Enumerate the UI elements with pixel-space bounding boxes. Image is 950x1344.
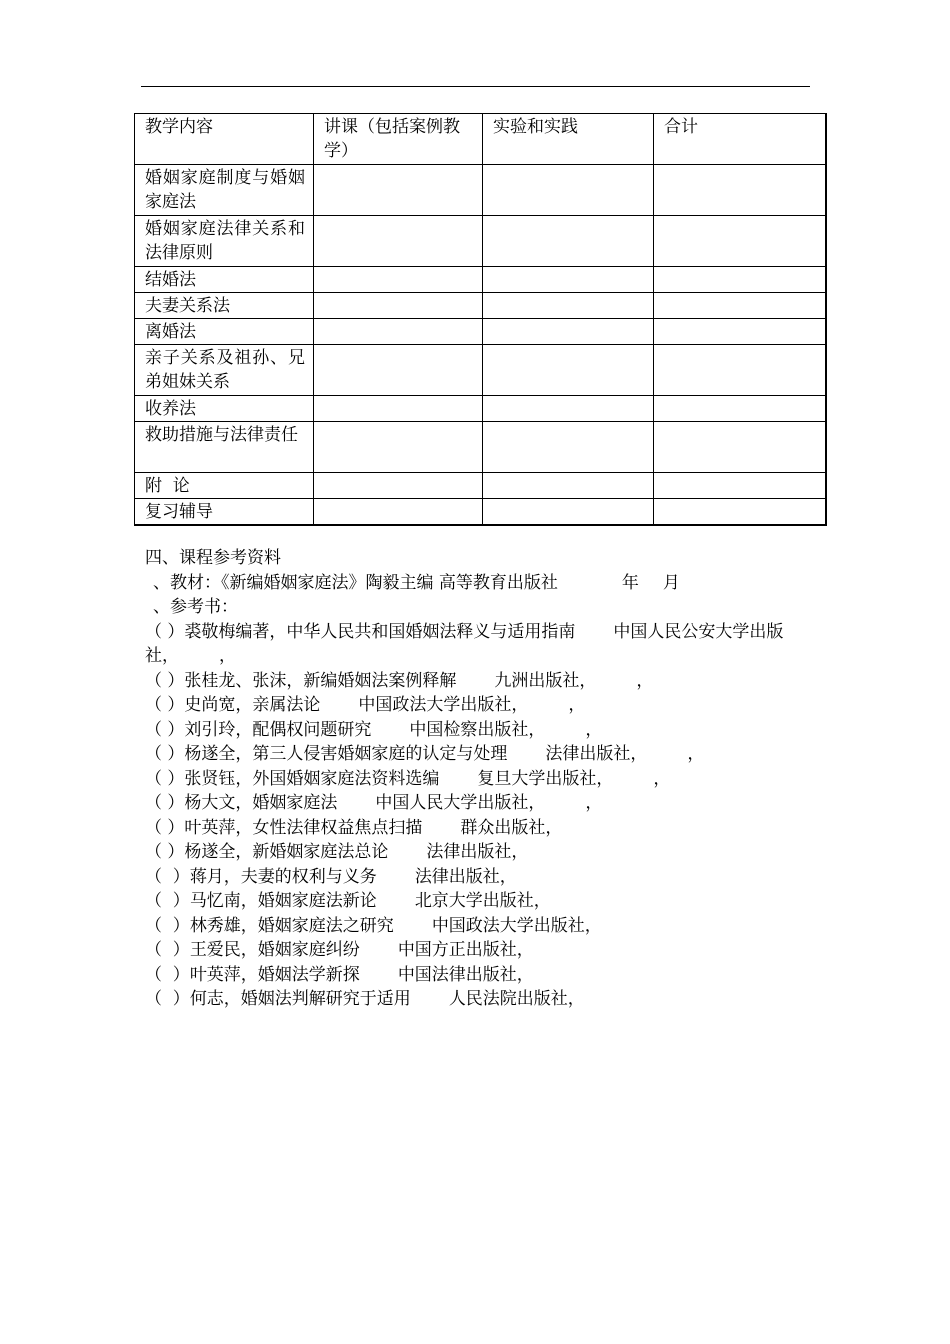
table-row xyxy=(135,165,827,216)
table-row xyxy=(135,499,827,526)
book-number-mark: （ ） xyxy=(145,964,190,985)
book-publisher: 复旦大学出版社， xyxy=(477,768,614,789)
table-row xyxy=(135,396,827,422)
row-total-cell xyxy=(654,293,827,319)
reference-book-item xyxy=(145,840,815,865)
book-number-mark: （ ） xyxy=(145,940,190,960)
book-title: 马忆南，婚姻家庭法新论 xyxy=(189,891,377,911)
row-practice-cell xyxy=(483,216,654,267)
row-topic: 婚姻家庭制度与婚姻家庭法 xyxy=(135,165,314,216)
row-total-cell xyxy=(654,345,827,396)
row-practice-cell xyxy=(483,293,654,319)
reference-book-item xyxy=(145,791,815,816)
row-total-cell xyxy=(654,396,827,422)
book-number-mark: （ ） xyxy=(145,842,185,862)
book-number-mark: （ ） xyxy=(145,768,185,789)
row-practice-cell xyxy=(483,422,654,473)
book-year-separator: ， xyxy=(219,646,236,666)
row-lecture-cell xyxy=(314,267,483,293)
row-lecture-cell xyxy=(314,319,483,345)
row-total-cell xyxy=(654,422,827,473)
book-publisher: 中国法律出版社， xyxy=(397,964,534,985)
reference-book-item xyxy=(145,620,815,669)
book-title: 张桂龙、张沫，新编婚姻法案例释解 xyxy=(184,670,457,691)
row-topic: 收养法 xyxy=(135,396,314,422)
row-lecture-cell xyxy=(314,499,483,526)
table-row xyxy=(135,422,827,473)
table-row xyxy=(135,267,827,293)
row-lecture-cell xyxy=(314,165,483,216)
row-total-cell xyxy=(654,165,827,216)
row-total-cell xyxy=(654,267,827,293)
row-topic: 复习辅导 xyxy=(135,499,314,526)
header-rule xyxy=(141,86,810,87)
book-title: 蒋月，夫妻的权利与义务 xyxy=(189,866,377,887)
book-title: 裘敬梅编著，中华人民共和国婚姻法释义与适用指南 xyxy=(184,621,576,642)
book-title: 杨大文，婚姻家庭法 xyxy=(184,793,338,813)
book-publisher: 人民法院出版社， xyxy=(448,989,585,1009)
row-practice-cell xyxy=(483,473,654,499)
book-publisher: 中国人民公安大学出版社， xyxy=(145,621,784,666)
table-header-row xyxy=(135,114,827,165)
header-content: 教学内容 xyxy=(135,114,314,165)
row-topic: 救助措施与法律责任 xyxy=(135,422,314,473)
book-number-mark: （ ） xyxy=(145,989,190,1009)
reference-book-list xyxy=(145,620,815,1012)
book-year-separator: ， xyxy=(585,793,603,813)
reference-book-item xyxy=(145,816,815,841)
row-lecture-cell xyxy=(314,293,483,319)
book-number-mark: （ ） xyxy=(145,695,185,715)
textbook-month: 月 xyxy=(662,572,680,593)
row-lecture-cell xyxy=(314,396,483,422)
book-number-mark: （ ） xyxy=(145,621,185,642)
row-practice-cell xyxy=(483,165,654,216)
reference-book-item xyxy=(145,889,815,914)
row-total-cell xyxy=(654,499,827,526)
reference-book-item xyxy=(145,693,815,718)
row-practice-cell xyxy=(483,396,654,422)
reference-book-item xyxy=(145,987,815,1012)
book-year-separator: ， xyxy=(653,768,671,789)
row-lecture-cell xyxy=(314,473,483,499)
reference-book-item xyxy=(145,865,815,890)
row-topic: 婚姻家庭法律关系和法律原则 xyxy=(135,216,314,267)
row-topic: 附 论 xyxy=(135,473,314,499)
book-title: 王爱民，婚姻家庭纠纷 xyxy=(189,940,360,960)
course-references xyxy=(145,546,815,1012)
reference-book-item xyxy=(145,963,815,988)
book-title: 叶英萍，女性法律权益焦点扫描 xyxy=(184,817,423,838)
table-row xyxy=(135,216,827,267)
row-lecture-cell xyxy=(314,422,483,473)
book-publisher: 法律出版社， xyxy=(545,744,648,764)
book-publisher: 群众出版社， xyxy=(460,817,563,838)
book-year-separator: ， xyxy=(568,695,586,715)
book-number-mark: （ ） xyxy=(145,744,185,764)
book-publisher: 中国人民大学出版社， xyxy=(375,793,546,813)
table-row xyxy=(135,293,827,319)
book-title: 何志，婚姻法判解研究于适用 xyxy=(189,989,411,1009)
header-lecture: 讲课（包括案例教学） xyxy=(314,114,483,165)
book-publisher: 中国政法大学出版社， xyxy=(431,915,602,936)
table-row xyxy=(135,473,827,499)
book-number-mark: （ ） xyxy=(145,866,190,887)
row-lecture-cell xyxy=(314,345,483,396)
row-topic: 结婚法 xyxy=(135,267,314,293)
textbook-line xyxy=(145,571,815,596)
row-practice-cell xyxy=(483,345,654,396)
reference-book-item xyxy=(145,718,815,743)
textbook-text: 、教材：《新编婚姻家庭法》陶毅主编 高等教育出版社 xyxy=(153,572,558,593)
book-publisher: 中国方正出版社， xyxy=(397,940,534,960)
row-practice-cell xyxy=(483,499,654,526)
teaching-hours-table xyxy=(134,113,827,526)
reference-book-item xyxy=(145,914,815,939)
book-publisher: 法律出版社， xyxy=(414,866,517,887)
book-number-mark: （ ） xyxy=(145,891,190,911)
reference-book-item xyxy=(145,938,815,963)
book-year-separator: ， xyxy=(636,670,654,691)
row-practice-cell xyxy=(483,267,654,293)
row-total-cell xyxy=(654,319,827,345)
book-title: 刘引玲，配偶权问题研究 xyxy=(184,719,372,740)
book-title: 林秀雄，婚姻家庭法之研究 xyxy=(189,915,394,936)
book-number-mark: （ ） xyxy=(145,817,185,838)
book-publisher: 中国检察出版社， xyxy=(409,719,546,740)
book-title: 史尚宽，亲属法论 xyxy=(184,695,321,715)
book-number-mark: （ ） xyxy=(145,670,185,691)
book-title: 杨遂全，第三人侵害婚姻家庭的认定与处理 xyxy=(184,744,508,764)
book-number-mark: （ ） xyxy=(145,915,190,936)
row-topic: 夫妻关系法 xyxy=(135,293,314,319)
header-total: 合计 xyxy=(654,114,827,165)
reference-book-item xyxy=(145,669,815,694)
book-title: 叶英萍，婚姻法学新探 xyxy=(189,964,360,985)
header-practice: 实验和实践 xyxy=(483,114,654,165)
table-row xyxy=(135,345,827,396)
book-publisher: 九洲出版社， xyxy=(494,670,597,691)
row-topic: 亲子关系及祖孙、兄弟姐妹关系 xyxy=(135,345,314,396)
row-total-cell xyxy=(654,473,827,499)
book-publisher: 法律出版社， xyxy=(426,842,529,862)
row-total-cell xyxy=(654,216,827,267)
book-publisher: 北京大学出版社， xyxy=(414,891,551,911)
section-heading: 四、课程参考资料 xyxy=(145,548,281,568)
book-year-separator: ， xyxy=(585,719,603,740)
row-lecture-cell xyxy=(314,216,483,267)
row-practice-cell xyxy=(483,319,654,345)
reference-book-item xyxy=(145,767,815,792)
book-number-mark: （ ） xyxy=(145,793,185,813)
reference-books-label: 、参考书： xyxy=(153,597,238,617)
row-topic: 离婚法 xyxy=(135,319,314,345)
book-number-mark: （ ） xyxy=(145,719,185,740)
book-title: 张贤钰，外国婚姻家庭法资料选编 xyxy=(184,768,440,789)
book-title: 杨遂全，新婚姻家庭法总论 xyxy=(184,842,389,862)
table-row xyxy=(135,319,827,345)
book-year-separator: ， xyxy=(687,744,705,764)
textbook-year: 年 xyxy=(621,572,639,593)
reference-book-item xyxy=(145,742,815,767)
book-publisher: 中国政法大学出版社， xyxy=(358,695,529,715)
